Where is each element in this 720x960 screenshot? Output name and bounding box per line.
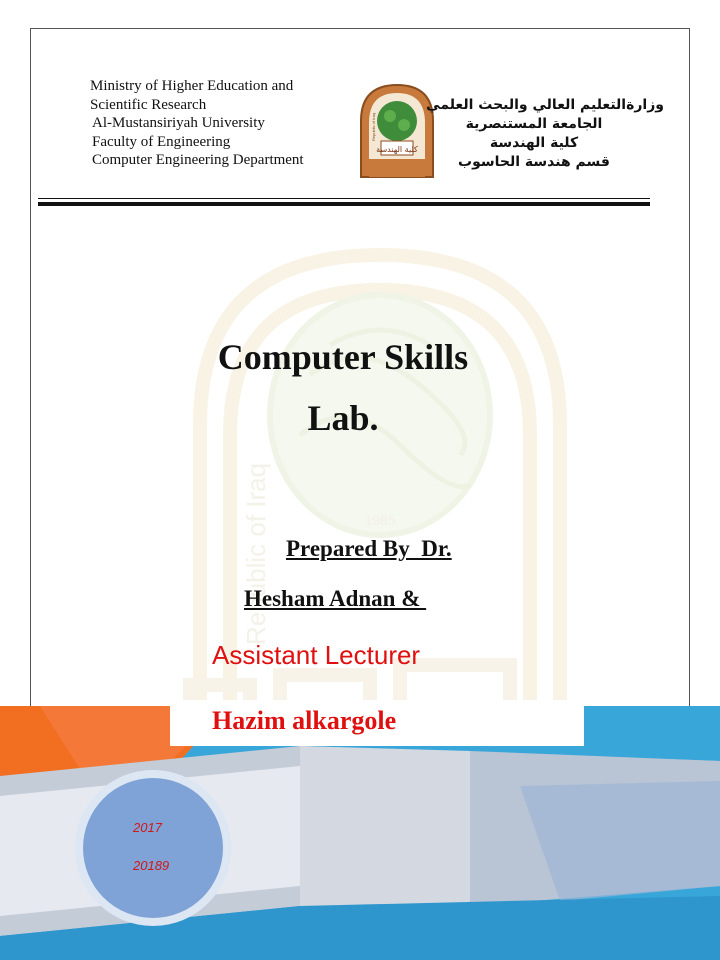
- author-name-1: Hesham Adnan &: [244, 586, 427, 611]
- header-en-line: Ministry of Higher Education and: [90, 78, 294, 94]
- logo-text: كلية الهندسة: [376, 145, 418, 154]
- header-ar-line: الجامعة المستنصرية: [465, 116, 603, 132]
- year-label-1: 2017: [133, 820, 162, 835]
- header-en-line: Faculty of Engineering: [92, 133, 231, 150]
- header-arabic: [404, 96, 664, 172]
- svg-text:1985: 1985: [364, 512, 396, 528]
- document-title-line2: Lab.: [307, 398, 379, 438]
- header-en-line: Al-Mustansiriyah University: [92, 115, 265, 131]
- prepared-by-label: Prepared By Dr.: [286, 536, 452, 561]
- header-en-line: Computer Engineering Department: [92, 152, 304, 168]
- header-english: [90, 77, 304, 170]
- logo-small-text: Republic of Iraq: [371, 112, 376, 141]
- header-rule-thick: [38, 202, 650, 206]
- watermark-text: Republic of Iraq: [241, 462, 271, 645]
- author-role: Assistant Lecturer: [212, 640, 421, 670]
- header-ar-line: وزارةالتعليم العالي والبحث العلمي: [426, 97, 664, 113]
- header-ar-line: كلية الهندسة: [489, 135, 579, 151]
- header-ar-line: قسم هندسة الحاسوب: [458, 154, 610, 170]
- header-rule-thin: [38, 198, 650, 199]
- year-label-2: 20189: [133, 858, 170, 873]
- header-en-line: Scientific Research: [90, 96, 207, 113]
- document-title-line1: Computer Skills: [217, 337, 469, 377]
- author-name-2: Hazim alkargole: [212, 706, 397, 735]
